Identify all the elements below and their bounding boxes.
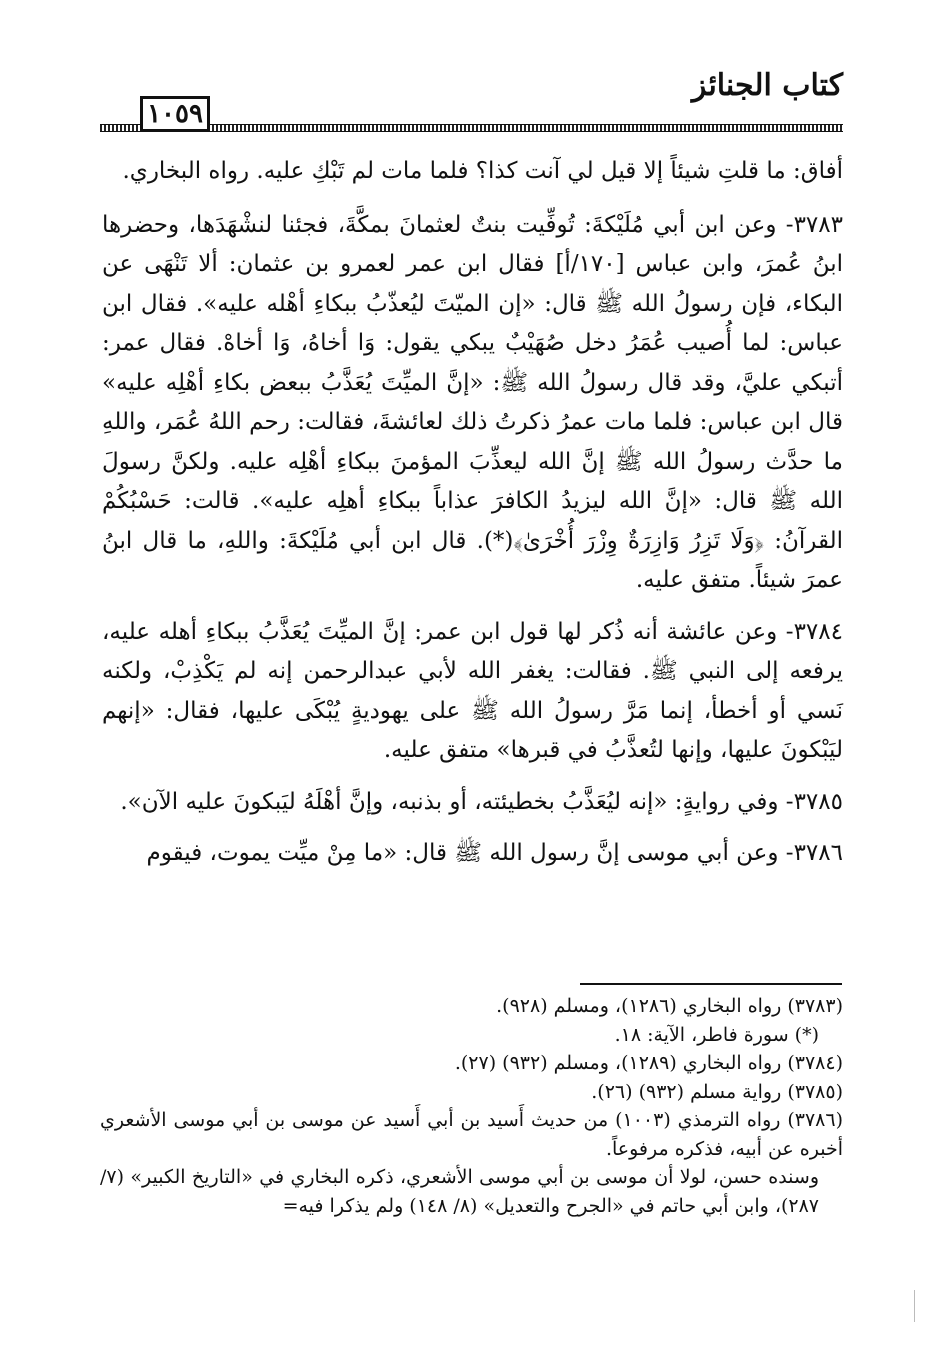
footnote-3783: (٣٧٨٣) رواه البخاري (١٢٨٦)، ومسلم (٩٢٨). xyxy=(496,995,843,1017)
footnote-3785: (٣٧٨٥) رواية مسلم (٩٣٢) (٢٦). xyxy=(591,1080,843,1103)
footnote-3786: (٣٧٨٦) رواه الترمذي (١٠٠٣) من حديث أَسيد بن أبي أَسيد عن موسى بن أبي موسى الأشعري أخبره عن أبيه، فذكره مرفوعاً. xyxy=(100,1109,843,1160)
footnote-3786-continued: وسنده حسن، لولا أن موسى بن أبي موسى الأشعري، ذكره البخاري في «التاريخ الكبير» (٧/ ٢٨٧)، وابن أبي حاتم في «الجرح والتعديل» (٨/ ١٤٨) ولم يذكرا فيه= xyxy=(100,1166,819,1217)
hadith-3783: ٣٧٨٣- وعن ابن أبي مُلَيْكةَ: تُوفِّيت بنتٌ لعثمانَ بمكَّةَ، فجئنا لنشْهَدَها، وحضرها ابنُ عُمرَ، وابن عباس [١٧٠/أ] فقال ابن عمر لعمرو بن عثمان: ألا تَنْهَى عن البكاء، فإن رسولُ الله ﷺ قال: «إن الميّتَ ليُعذّبُ ببكاءِ أهْله عليه». فقال ابن عباس: لما أُصيب عُمَرُ دخل صُهَيْبٌ يبكي يقول: وَا أخاهُ، وَا أخاهْ. فقال عمر: أتبكي عليَّ، وقد قال رسولُ الله ﷺ: «إنَّ الميِّتَ يُعَذَّبُ ببعض بكاءِ أهْلِه عليه» قال ابن عباس: فلما مات عمرُ ذكرتُ ذلك لعائشةَ، فقالت: رحم اللهُ عُمَر، واللهِ ما حدَّث رسولُ الله ﷺ إنَّ الله ليعذِّبَ المؤمنَ ببكاءِ أهْلِه عليه. ولكنَّ رسولَ الله ﷺ قال: «إنَّ الله ليزيدُ الكافرَ عذاباً ببكاءِ أهلِه عليه». قالت: حَسْبُكُمْ القرآنُ: ﴿وَلَا تَزِرُ وَازِرَةٌ وِزْرَ أُخْرَىٰ﴾(*). قال ابن أبي مُلَيْكةَ: واللهِ، ما قال ابنُ عمرَ شيئاً. متفق عليه. xyxy=(102,211,843,593)
footnote-3784: (٣٧٨٤) رواه البخاري (١٢٨٩)، ومسلم (٩٣٢) (٢٧). xyxy=(454,1052,843,1074)
paragraph-continuation: أفاق: ما قلتِ شيئاً إلا قيل لي آنت كذا؟ فلما مات لم تَبْكِ عليه. رواه البخاري. xyxy=(122,158,843,184)
scan-margin-mark xyxy=(914,1290,915,1322)
hadith-3786: ٣٧٨٦- وعن أبي موسى إنَّ رسول الله ﷺ قال: «ما مِنْ ميِّت يموت، فيقوم xyxy=(146,840,843,866)
running-header-title: كتاب الجنائز xyxy=(691,68,843,103)
main-text xyxy=(102,152,843,886)
page-number: ١٠٥٩ xyxy=(140,96,210,132)
footnote-divider xyxy=(580,983,842,985)
hadith-3785: ٣٧٨٥- وفي روايةٍ: «إنه ليُعَذَّبُ بخطيئته، أو بذنبه، وإنَّ أهْلَهُ ليَبكونَ عليه الآن». xyxy=(120,788,843,815)
footnotes xyxy=(100,992,843,1220)
footnote-quran-ref: (*) سورة فاطر، الآية: ١٨. xyxy=(614,1023,819,1046)
hadith-3784: ٣٧٨٤- وعن عائشة أنه ذُكر لها قول ابن عمر: إنَّ الميِّتَ يُعَذَّبُ ببكاءِ أهله عليه، يرفعه إلى النبي ﷺ. فقالت: يغفر الله لأبي عبدالرحمن إنه لم يَكْذِبْ، ولكنه نَسي أو أخطأ، إنما مَرَّ رسولُ الله ﷺ على يهوديةٍ يُبْكَى عليها، فقال: «إنهم ليَبْكونَ عليها، وإنها لتُعذَّبُ في قبرها» متفق عليه. xyxy=(102,618,843,763)
header-rule xyxy=(100,124,843,132)
